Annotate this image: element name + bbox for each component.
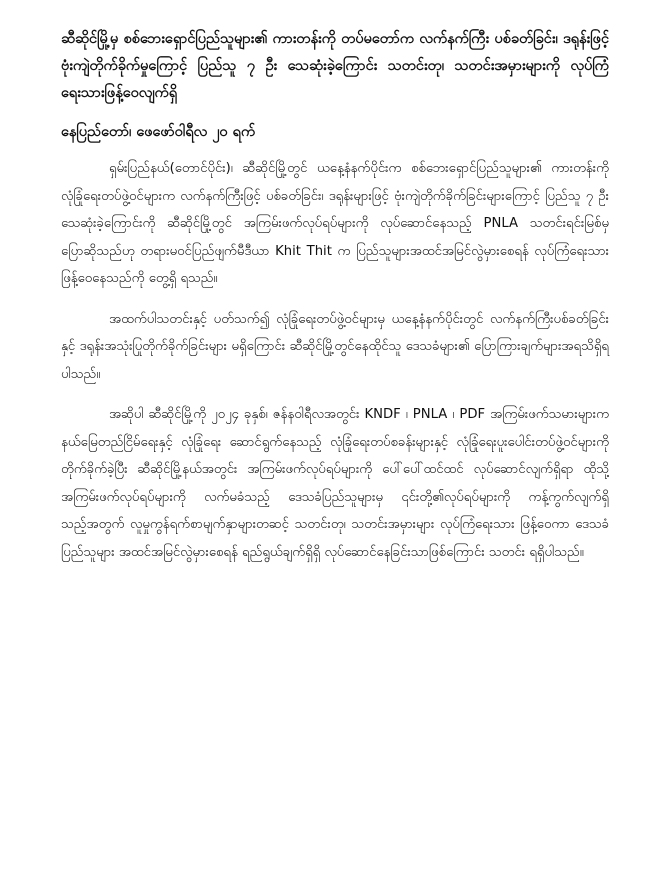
article-paragraph: အထက်ပါသတင်းနှင့် ပတ်သက်၍ လုံခြုံရေးတပ်ဖွဲ့ဝင်များမှ ယနေ့နံနက်ပိုင်းတွင် လက်နက်ကြီးပစ်ခတ်ခြင်းနှင့် ဒရုန်းအသုံးပြုတိုက်ခိုက်ခြင်းများ မရှိကြောင်း ဆီဆိုင်မြို့တွင်နေထိုင်သူ ဒေသခံများ၏ ပြောကြားချက်များအရသိရှိရပါသည်။ bbox=[61, 311, 609, 382]
article-headline: ဆီဆိုင်မြို့မှ စစ်ဘေးရှောင်ပြည်သူများ၏ ကားတန်းကို တပ်မတော်က လက်နက်ကြီး ပစ်ခတ်ခြင်း၊ ဒရုန်းဖြင့် ဗုံးကျဲတိုက်ခိုက်မှုကြောင့် ပြည်သူ ၇ ဦး သေဆုံးခဲ့ကြောင်း သတင်းတု၊ သတင်းအမှားများကို လုပ်ကြံရေးသားဖြန့်ဝေလျက်ရှိ bbox=[61, 31, 609, 101]
article-paragraph: ရှမ်းပြည်နယ်(တောင်ပိုင်း)၊ ဆီဆိုင်မြို့တွင် ယနေ့နံနက်ပိုင်းက စစ်ဘေးရှောင်ပြည်သူများ၏ ကားတန်းကို လုံခြုံရေးတပ်ဖွဲ့ဝင်များက လက်နက်ကြီးဖြင့် ပစ်ခတ်ခြင်း၊ ဒရုန်းများဖြင့် ဗုံးကျဲတိုက်ခိုက်ခြင်းများကြောင့် ပြည်သူ ၇ ဦး သေဆုံးခဲ့ကြောင်းကို ဆီဆိုင်မြို့တွင် အကြမ်းဖက်လုပ်ရပ်များကို လုပ်ဆောင်နေသည့် PNLA သတင်းရင်းမြစ်မှ ပြောဆိုသည်ဟု တရားမဝင်ပြည်ဖျက်မီဒီယာ Khit Thit က ပြည်သူများအထင်အမြင်လွဲမှားစေရန် လုပ်ကြံရေးသားဖြန့်ဝေနေသည်ကို တွေ့ရှိ ရသည်။ bbox=[61, 161, 609, 286]
article-paragraph: အဆိုပါ ဆီဆိုင်မြို့ကို ၂၀၂၄ ခုနှစ်၊ ဇန်နဝါရီလအတွင်း KNDF ၊ PNLA ၊ PDF အကြမ်းဖက်သမားများက နယ်မြေတည်ငြိမ်ရေးနှင့် လုံခြုံရေး ဆောင်ရွက်နေသည့် လုံခြုံရေးတပ်စခန်းများနှင့် လုံခြုံရေးပူးပေါင်းတပ်ဖွဲ့ဝင်များကို တိုက်ခိုက်ခဲ့ပြီး ဆီဆိုင်မြို့နယ်အတွင်း အကြမ်းဖက်လုပ်ရပ်များကို ပေါ်ပေါ်ထင်ထင် လုပ်ဆောင်လျက်ရှိရာ ထိုသို့အကြမ်းဖက်လုပ်ရပ်များကို လက်မခံသည့် ဒေသခံပြည်သူများမှ ၎င်းတို့၏လုပ်ရပ်များကို ကန့်ကွက်လျက်ရှိသည့်အတွက် လူမှုကွန်ရက်စာမျက်နှာများတဆင့် သတင်းတု၊ သတင်းအမှားများ လုပ်ကြံရေးသား ဖြန့်ဝေကာ ဒေသခံပြည်သူများ အထင်အမြင်လွဲမှားစေရန် ရည်ရွယ်ချက်ရှိရှိ လုပ်ဆောင်နေခြင်းသာဖြစ်ကြောင်း သတင်း ရရှိပါသည်။ bbox=[61, 407, 609, 560]
article-dateline: နေပြည်တော်၊ ဖေဖော်ဝါရီလ ၂၀ ရက် bbox=[61, 124, 256, 140]
news-article bbox=[61, 26, 609, 566]
